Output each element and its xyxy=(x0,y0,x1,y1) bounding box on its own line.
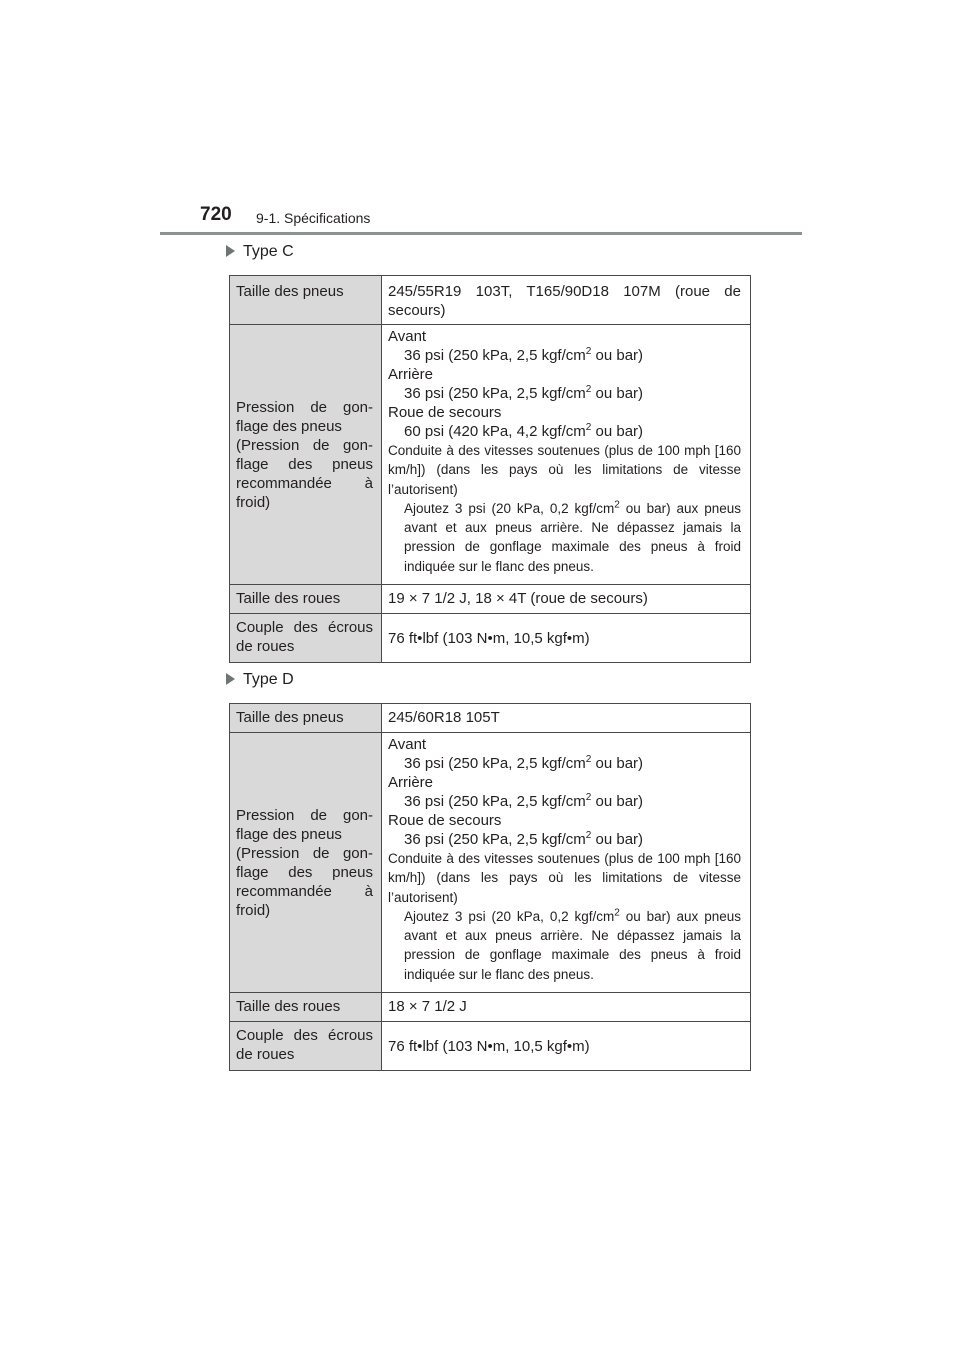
wheel-size-value: 19 × 7 1/2 J, 18 × 4T (roue de secours) xyxy=(388,590,648,607)
pressure-label xyxy=(230,806,381,920)
pressure-label-line: flage des pneus xyxy=(236,825,342,843)
tire-size-value-cell xyxy=(382,276,751,325)
speed-note-detail: Ajoutez 3 psi (20 kPa, 0,2 kgf/$cm^2$ ou bar) aux pneus avant et aux pneus arrière. Ne dépassez jamais la pression de gonflage maximale des pneus à froid indiquée sur le flanc des pneus. xyxy=(404,499,741,574)
pressure-label-line: flage des pneus xyxy=(236,863,373,881)
type-d-spec-table xyxy=(229,703,751,1071)
pressure-label-line: (Pression de gon- xyxy=(236,436,373,454)
pressure-label-line: recommandée à xyxy=(236,882,373,900)
tire-size-value: 245/55R19 103T, T165/90D18 107M (roue de secours) xyxy=(388,283,741,319)
pressure-label-cell xyxy=(230,325,382,585)
pressure-label-line: recommandée à xyxy=(236,474,373,492)
torque-value: 76 ft•lbf (103 N•m, 10,5 kgf•m) xyxy=(388,1037,590,1055)
pressure-label-line: (Pression de gon- xyxy=(236,844,373,862)
torque-label-cell xyxy=(230,614,382,663)
type-c-title: Type C xyxy=(243,243,294,260)
torque-label: Couple des écrous de roues xyxy=(236,1027,373,1063)
spare-label: Roue de secours xyxy=(388,404,502,421)
torque-label-cell xyxy=(230,1022,382,1071)
torque-value: 76 ft•lbf (103 N•m, 10,5 kgf•m) xyxy=(388,629,590,647)
pressure-value-cell xyxy=(382,325,751,585)
spare-label: Roue de secours xyxy=(388,812,502,829)
table-row xyxy=(230,993,751,1022)
table-row xyxy=(230,733,751,993)
spare-value: 60 psi (420 kPa, 4,2 kgf/$cm^2$ ou bar) xyxy=(404,422,644,440)
rear-label: Arrière xyxy=(388,366,434,383)
page-number: 720 xyxy=(200,204,232,225)
table-row xyxy=(230,325,751,585)
tire-size-value: 245/60R18 105T xyxy=(388,709,500,726)
table-row xyxy=(230,614,751,663)
tire-size-label: Taille des pneus xyxy=(236,709,344,726)
section-title: 9-1. Spécifications xyxy=(256,210,371,226)
pressure-label-line: Pression de gon- xyxy=(236,806,373,824)
torque-label: Couple des écrous de roues xyxy=(236,619,373,655)
type-d-title: Type D xyxy=(243,671,294,688)
front-label: Avant xyxy=(388,328,427,345)
type-d-heading xyxy=(226,671,294,689)
pressure-label-line: Pression de gon- xyxy=(236,398,373,416)
pressure-label-line: froid) xyxy=(236,901,271,919)
speed-note-detail: Ajoutez 3 psi (20 kPa, 0,2 kgf/$cm^2$ ou bar) aux pneus avant et aux pneus arrière. Ne dépassez jamais la pression de gonflage maximale des pneus à froid indiquée sur le flanc des pneus. xyxy=(404,907,741,982)
pressure-label-line: flage des pneus xyxy=(236,455,373,473)
tire-size-label-cell xyxy=(230,704,382,733)
speed-note: Conduite à des vitesses soutenues (plus de 100 mph [160 km/h]) (dans les pays où les limitations de vitesse l’autorisent) xyxy=(388,851,741,905)
table-row xyxy=(230,585,751,614)
wheel-size-label-cell xyxy=(230,585,382,614)
wheel-size-value: 18 × 7 1/2 J xyxy=(388,998,467,1015)
spare-value: 36 psi (250 kPa, 2,5 kgf/$cm^2$ ou bar) xyxy=(404,830,644,848)
wheel-size-label-cell xyxy=(230,993,382,1022)
pressure-label xyxy=(230,398,381,512)
wheel-size-value-cell xyxy=(382,993,751,1022)
pressure-label-line: flage des pneus xyxy=(236,417,342,435)
type-c-spec-table xyxy=(229,275,751,663)
torque-value-cell xyxy=(382,614,751,663)
wheel-size-label: Taille des roues xyxy=(236,590,341,607)
rear-label: Arrière xyxy=(388,774,434,791)
torque-value-cell xyxy=(382,1022,751,1071)
rear-value: 36 psi (250 kPa, 2,5 kgf/$cm^2$ ou bar) xyxy=(404,792,644,810)
page-header xyxy=(200,204,802,234)
tire-size-value-cell xyxy=(382,704,751,733)
triangle-bullet-icon xyxy=(226,673,235,685)
pressure-value-cell xyxy=(382,733,751,993)
wheel-size-label: Taille des roues xyxy=(236,998,341,1015)
header-rule xyxy=(160,232,802,235)
table-row xyxy=(230,276,751,325)
type-c-heading xyxy=(226,243,294,261)
front-label: Avant xyxy=(388,736,427,753)
speed-note: Conduite à des vitesses soutenues (plus de 100 mph [160 km/h]) (dans les pays où les limitations de vitesse l’autorisent) xyxy=(388,443,741,497)
rear-value: 36 psi (250 kPa, 2,5 kgf/$cm^2$ ou bar) xyxy=(404,384,644,402)
pressure-label-cell xyxy=(230,733,382,993)
front-value: 36 psi (250 kPa, 2,5 kgf/$cm^2$ ou bar) xyxy=(404,754,644,772)
pressure-label-line: froid) xyxy=(236,493,271,511)
table-row xyxy=(230,1022,751,1071)
tire-size-label: Taille des pneus xyxy=(236,283,344,300)
table-row xyxy=(230,704,751,733)
tire-size-label-cell xyxy=(230,276,382,325)
wheel-size-value-cell xyxy=(382,585,751,614)
triangle-bullet-icon xyxy=(226,245,235,257)
front-value: 36 psi (250 kPa, 2,5 kgf/$cm^2$ ou bar) xyxy=(404,346,644,364)
